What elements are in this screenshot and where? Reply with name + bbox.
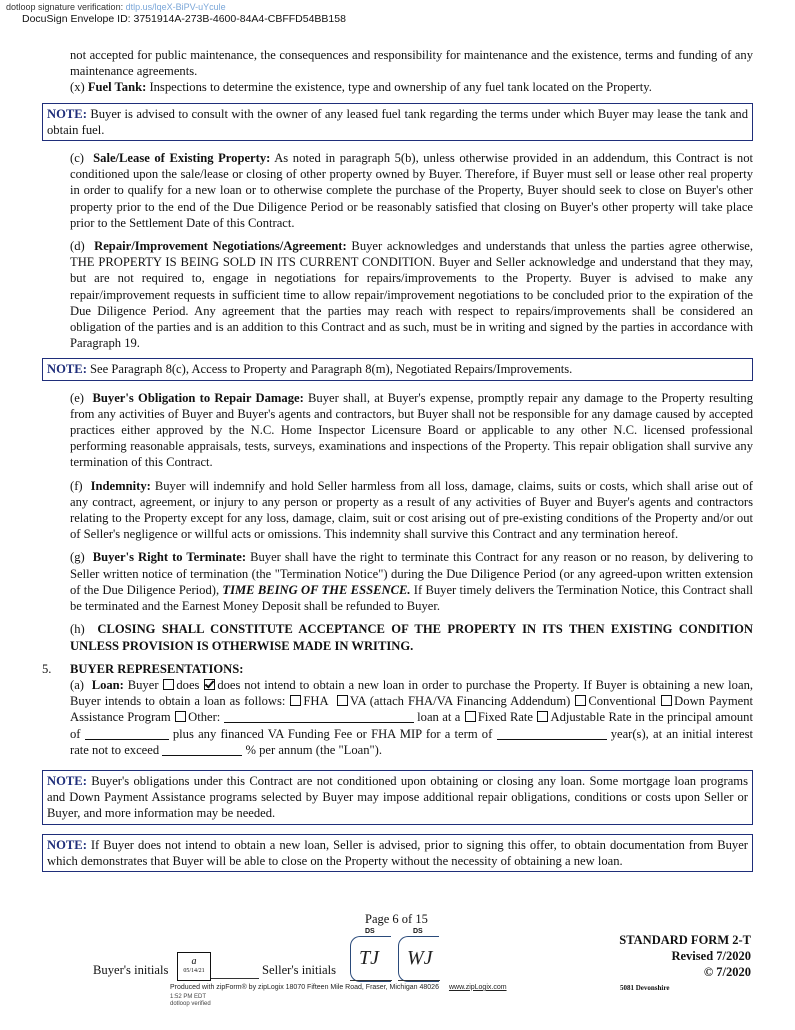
dotloop-verified: dotloop verified <box>170 1000 211 1007</box>
buyer-initials-date: 05/14/21 <box>183 967 205 974</box>
fha-checkbox[interactable] <box>290 695 301 706</box>
text: Fixed Rate <box>477 710 534 725</box>
buyer-initials-line <box>211 978 259 979</box>
note-label: NOTE: <box>47 773 87 788</box>
interest-rate-field[interactable] <box>162 744 242 756</box>
loan-paragraph <box>70 677 753 758</box>
note-text: Buyer's obligations under this Contract are not conditioned upon obtaining or closing any loan. Some mortgage loan programs and Down Payment Assistance programs selected by Buyer may impose additional repair obligations, conditions or costs upon Seller or Buyer, and more information may be needed. <box>47 773 748 821</box>
para-title: Loan: <box>91 677 124 692</box>
note-label: NOTE: <box>47 106 87 121</box>
text: Down Payment Assistance Program <box>70 694 754 725</box>
text: Adjustable Rate in the principal amount of <box>70 710 753 741</box>
x-text: Inspections to determine the existence, type and ownership of any fuel tank located on the Property. <box>146 80 652 95</box>
other-checkbox[interactable] <box>175 711 186 722</box>
seller-signature: TJ <box>359 946 379 969</box>
verification-link[interactable]: dtlp.us/lqeX-BiPV-uYcule <box>125 2 226 12</box>
note-label: NOTE: <box>47 837 87 852</box>
para-text: If Buyer timely delivers the Termination Notice, this Contract shall be terminated and the Earnest Money Deposit shall be refunded to Buyer. <box>70 582 753 614</box>
other-loan-field[interactable] <box>224 711 414 723</box>
para-title: Sale/Lease of Existing Property: <box>93 151 271 166</box>
para-label: (g) <box>70 550 85 565</box>
section-number: 5. <box>42 661 52 676</box>
buyer-initials-label: Buyer's initials <box>93 962 169 977</box>
para-title: Indemnity: <box>90 478 151 493</box>
para-label: (c) <box>70 151 84 166</box>
dotloop-time: 1:52 PM EDT <box>170 993 207 1000</box>
dpa-checkbox[interactable] <box>661 695 672 706</box>
seller-initials-stamp-2 <box>398 927 439 982</box>
text: Conventional <box>588 694 657 709</box>
note-fuel-tank <box>42 103 753 141</box>
va-checkbox[interactable] <box>337 695 348 706</box>
para-emphasis: TIME BEING OF THE ESSENCE. <box>222 582 411 597</box>
dotloop-stamp <box>170 994 211 1008</box>
x-label: (x) <box>70 80 88 95</box>
document-body <box>42 0 753 872</box>
note-loan-obligations <box>42 770 753 825</box>
does-checkbox[interactable] <box>163 679 174 690</box>
form-name: STANDARD FORM 2-T <box>619 932 751 947</box>
note-no-loan <box>42 834 753 872</box>
text: plus any financed VA Funding Fee or FHA MIP for a term of <box>168 726 497 741</box>
paragraph-h <box>70 621 753 653</box>
seller-initials-line <box>398 980 440 981</box>
paragraph-e <box>70 390 753 471</box>
seller-initials-stamp-1 <box>350 927 391 982</box>
para-text: Buyer shall, at Buyer's expense, promptly repair any damage to the Property resulting from any activities of Buyer and Buyer's agents and contractors, but Buyer shall not be responsible for any damage caused by accepted practices either approved by the N.C. Home Inspector Licensure Board or applicable to any other N.C. licensed professional performing reasonable appraisals, tests, surveys, examinations and inspections of the Property. This repair obligation shall survive any termination of this Contract. <box>70 390 754 470</box>
ds-tag: DS <box>365 927 375 935</box>
text: FHA <box>303 694 328 709</box>
para-label: (d) <box>70 239 85 254</box>
note-text: Buyer is advised to consult with the owner of any leased fuel tank regarding the terms under which Buyer may lease the tank and obtain fuel. <box>47 106 748 137</box>
text: does not intend to obtain a new loan in order to purchase the Property. If Buyer is obtaining a new loan, Buyer intends to obtain a loan as follows: <box>70 677 754 709</box>
form-info <box>619 932 751 980</box>
text: loan at a <box>413 710 464 725</box>
para-title: CLOSING SHALL CONSTITUTE ACCEPTANCE OF THE PROPERTY IN ITS THEN EXISTING CONDITION UNLESS PROVISION IS OTHERWISE MADE IN WRITING. <box>70 622 754 653</box>
form-revised: Revised 7/2020 <box>671 948 751 963</box>
para-text: As noted in paragraph 5(b), unless otherwise provided in an addendum, this Contract is not conditioned upon the sale/lease or closing of other property owned by Buyer. Therefore, if Buyer must sell or lease other real property in order to qualify for a new loan or to otherwise complete the purchase of the Property, Buyer should seek to close on Buyer's other property prior to the end of the Due Diligence Period or be reasonably satisfied that closing on Buyer's other property will take place prior to the Settlement Date of this Contract. <box>70 151 753 230</box>
paragraph-c <box>70 150 753 231</box>
para-text: Buyer acknowledges and understands that unless the parties agree otherwise, THE PROPERTY IS BEING SOLD IN ITS CURRENT CONDITION. Buyer and Seller acknowledge and understand that they may, but are not required to, engage in negotiations for repairs/improvements to the Property. Buyer is advised to make any repair/improvement requests in sufficient time to allow repair/improvement negotiations to be concluded prior to the expiration of the Due Diligence Period. Any agreement that the parties may reach with respect to repairs/improvements shall be considered an obligation of the parties and is an addition to this Contract and as such, must be in writing and signed by the parties in accordance with Paragraph 19. <box>70 239 753 351</box>
zipform-text: Produced with zipForm® by zipLogix 18070 Fifteen Mile Road, Fraser, Michigan 48026 <box>170 983 439 991</box>
para-text: Buyer will indemnify and hold Seller harmless from all loss, damage, claims, suits or costs, which shall arise out of any contract, agreement, or injury to any person or property as a result of any activities of Buyer and Buyer's agents and contractors relating to the Property except for any loss, damage, claim, suit or cost arising out of pre-existing conditions of the Property and/or out of Seller's negligence or willful acts or omissions. This indemnity shall survive this Contract and any termination hereof. <box>70 478 754 542</box>
text: Buyer <box>123 677 163 692</box>
para-title: Buyer's Obligation to Repair Damage: <box>92 390 304 405</box>
x-title: Fuel Tank: <box>87 80 147 95</box>
conventional-checkbox[interactable] <box>575 695 586 706</box>
note-text: See Paragraph 8(c), Access to Property and Paragraph 8(m), Negotiated Repairs/Improvements. <box>86 362 573 377</box>
fixed-rate-checkbox[interactable] <box>465 711 476 722</box>
continued-paragraph: not accepted for public maintenance, the consequences and responsibility for maintenance and the existence, terms and funding of any maintenance agreements. <box>70 48 753 79</box>
para-label: (f) <box>70 478 83 493</box>
buyer-initials-box[interactable] <box>177 952 211 981</box>
para-label: (a) <box>70 677 84 692</box>
paragraph-g <box>70 549 753 614</box>
paragraph-d <box>70 238 753 351</box>
para-title: Repair/Improvement Negotiations/Agreement: <box>94 239 347 254</box>
note-label: NOTE: <box>47 362 87 377</box>
envelope-id: DocuSign Envelope ID: 3751914A-273B-4600-84A4-CBFFD54BB158 <box>22 13 346 25</box>
text: VA (attach FHA/VA Financing Addendum) <box>349 694 571 709</box>
seller-signature: WJ <box>407 946 433 969</box>
ds-tag: DS <box>413 927 423 935</box>
note-text: If Buyer does not intend to obtain a new loan, Seller is advised, prior to signing this offer, to obtain documentation from Buyer which demonstrates that Buyer will be able to close on the Property without the necessity of obtaining a new loan. <box>47 837 748 868</box>
text: Other: <box>188 710 221 725</box>
text: does <box>176 677 200 692</box>
does-not-checkbox[interactable] <box>204 679 215 690</box>
property-address: 5081 Devonshire <box>620 983 670 992</box>
para-title: Buyer's Right to Terminate: <box>92 550 247 565</box>
para-label: (h) <box>70 622 85 637</box>
para-text: Buyer shall have the right to terminate this Contract for any reason or no reason, by delivering to Seller written notice of termination (the "Termination Notice") during the Due Diligence Period (or any agreed-upon written extension of the Due Diligence Period), <box>70 550 753 597</box>
paragraph-x <box>70 79 753 95</box>
paragraph-f <box>70 478 753 543</box>
ziplogix-link[interactable]: www.zipLogix.com <box>448 983 507 991</box>
section-title: BUYER REPRESENTATIONS: <box>70 661 244 676</box>
text: year(s), at an initial interest rate not to exceed <box>70 726 753 757</box>
form-copyright: © 7/2020 <box>703 964 751 979</box>
section-5 <box>42 661 753 758</box>
principal-amount-field[interactable] <box>85 728 169 740</box>
verification-label: dotloop signature verification: <box>6 2 124 12</box>
page-footer <box>0 912 795 1012</box>
zipform-credit <box>170 984 507 992</box>
adjustable-rate-checkbox[interactable] <box>537 711 548 722</box>
page-number: Page 6 of 15 <box>365 911 428 926</box>
note-access <box>42 358 753 380</box>
text: % per annum (the "Loan"). <box>242 742 382 757</box>
buyer-initials: a <box>191 955 197 967</box>
term-field[interactable] <box>497 728 607 740</box>
seller-initials-label: Seller's initials <box>262 962 336 977</box>
para-label: (e) <box>70 390 84 405</box>
seller-initials-line <box>350 980 392 981</box>
